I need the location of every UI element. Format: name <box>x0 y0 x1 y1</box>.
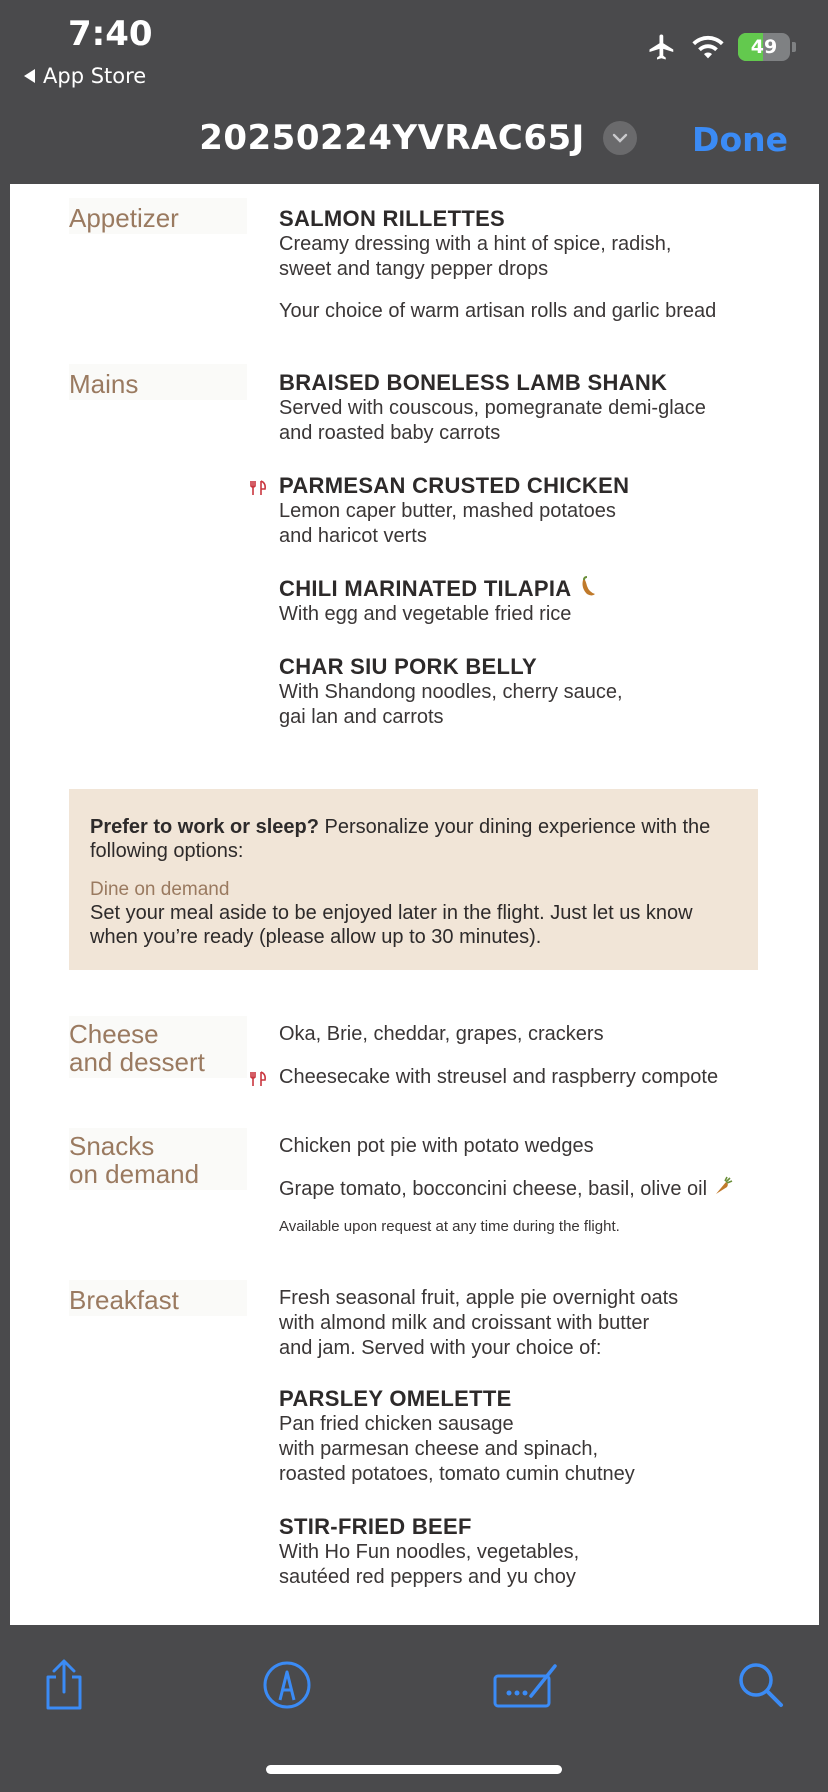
label-line: Cheese <box>69 1019 159 1049</box>
share-button[interactable] <box>34 1655 94 1715</box>
cutlery-icon <box>250 1071 268 1087</box>
menu-item-grape-tomato <box>279 1176 799 1202</box>
signature-button[interactable] <box>491 1655 561 1715</box>
menu-item-parsley-omelette <box>279 1386 779 1487</box>
cutlery-icon <box>250 480 268 496</box>
back-label: App Store <box>43 64 147 88</box>
item-desc-line: Your choice of warm artisan rolls and garlic bread <box>279 300 717 322</box>
chili-pepper-icon <box>577 576 597 598</box>
callout-subhead: Dine on demand <box>90 879 230 900</box>
section-label-breakfast: Breakfast <box>69 1285 179 1315</box>
item-note: Available upon request at any time during the flight. <box>279 1218 620 1235</box>
item-desc-line: sweet and tangy pepper drops <box>279 258 549 280</box>
item-desc-line: Fresh seasonal fruit, apple pie overnight oats <box>279 1287 679 1309</box>
menu-item-salmon-rillettes <box>279 206 779 282</box>
item-desc-line: sautéed red peppers and yu choy <box>279 1566 576 1588</box>
dining-options-callout <box>69 789 758 970</box>
label-line: on demand <box>69 1159 200 1189</box>
airplane-icon <box>646 32 678 62</box>
search-icon <box>737 1661 785 1709</box>
battery-level: 49 <box>750 36 778 58</box>
item-desc-line: With Shandong noodles, cherry sauce, <box>279 681 623 703</box>
status-time: 7:40 <box>68 14 153 54</box>
menu-item-parmesan-chicken <box>279 473 779 549</box>
status-bar <box>0 0 828 100</box>
search-button[interactable] <box>731 1655 791 1715</box>
callout-intro-text: Personalize your dining experience with the following options: <box>90 816 711 862</box>
item-title <box>279 576 779 602</box>
menu-item-cheesecake <box>279 1065 779 1090</box>
item-desc-line: with almond milk and croissant with butter <box>279 1312 650 1334</box>
item-desc-line: With egg and vegetable fried rice <box>279 603 572 625</box>
menu-item-pork-belly <box>279 654 779 730</box>
item-title: PARMESAN CRUSTED CHICKEN <box>279 473 630 498</box>
item-desc-line: with parmesan cheese and spinach, <box>279 1438 599 1460</box>
item-desc-line: Lemon caper butter, mashed potatoes <box>279 500 616 522</box>
battery-cap <box>792 42 796 52</box>
carrot-icon <box>713 1176 733 1196</box>
section-label-mains: Mains <box>69 369 139 399</box>
done-button[interactable]: Done <box>692 120 788 159</box>
label-line: Snacks <box>69 1131 155 1161</box>
document-nav-bar <box>0 100 828 184</box>
item-desc-line: Served with couscous, pomegranate demi-glace <box>279 397 706 419</box>
markup-icon <box>262 1660 312 1710</box>
item-desc-line: With Ho Fun noodles, vegetables, <box>279 1541 580 1563</box>
item-desc-line: and jam. Served with your choice of: <box>279 1337 602 1359</box>
markup-button[interactable] <box>257 1655 317 1715</box>
callout-body: Set your meal aside to be enjoyed later in the flight. Just let us know when you’re ready (please allow up to 30 minutes). <box>90 902 693 948</box>
callout-intro <box>90 815 740 863</box>
menu-item-stir-fried-beef <box>279 1514 779 1590</box>
back-arrow-icon <box>24 69 35 83</box>
menu-item-bread <box>279 299 779 324</box>
item-title: STIR-FRIED BEEF <box>279 1514 472 1539</box>
chevron-down-icon <box>612 133 628 143</box>
back-to-app-store-link[interactable] <box>24 64 146 88</box>
label-line: and dessert <box>69 1047 205 1077</box>
menu-item-cheese-plate <box>279 1022 779 1047</box>
callout-intro-bold: Prefer to work or sleep? <box>90 816 319 838</box>
item-title: SALMON RILLETTES <box>279 206 506 231</box>
menu-item-lamb-shank <box>279 370 779 446</box>
item-desc-line: and roasted baby carrots <box>279 422 501 444</box>
menu-document-page[interactable] <box>10 184 819 1625</box>
item-desc-line: gai lan and carrots <box>279 706 444 728</box>
item-title: BRAISED BONELESS LAMB SHANK <box>279 370 668 395</box>
item-desc-line: Chicken pot pie with potato wedges <box>279 1135 594 1157</box>
breakfast-intro <box>279 1286 779 1361</box>
wifi-icon <box>692 33 724 61</box>
item-desc-line: roasted potatoes, tomato cumin chutney <box>279 1463 635 1485</box>
share-icon <box>42 1659 86 1711</box>
section-label-cheese-dessert <box>69 1020 205 1076</box>
item-desc-text: Grape tomato, bocconcini cheese, basil, olive oil <box>279 1178 708 1200</box>
item-desc-line: Cheesecake with streusel and raspberry compote <box>279 1066 719 1088</box>
item-title-text: CHILI MARINATED TILAPIA <box>279 576 571 601</box>
snacks-availability-note <box>279 1218 779 1235</box>
menu-item-pot-pie <box>279 1134 779 1159</box>
item-title: PARSLEY OMELETTE <box>279 1386 512 1411</box>
item-desc-line: Pan fried chicken sausage <box>279 1413 514 1435</box>
item-title: CHAR SIU PORK BELLY <box>279 654 537 679</box>
section-label-appetizer: Appetizer <box>69 203 179 233</box>
document-title: 20250224YVRAC65J <box>199 118 585 158</box>
battery-indicator <box>738 33 790 61</box>
title-menu-button[interactable] <box>603 121 637 155</box>
item-desc-line <box>279 1176 799 1202</box>
home-indicator[interactable] <box>266 1765 562 1774</box>
item-desc-line: and haricot verts <box>279 525 427 547</box>
item-desc-line: Creamy dressing with a hint of spice, radish, <box>279 233 672 255</box>
menu-item-tilapia <box>279 576 779 627</box>
item-desc-line: Oka, Brie, cheddar, grapes, crackers <box>279 1023 604 1045</box>
signature-icon <box>493 1662 559 1708</box>
status-icons <box>646 32 796 62</box>
section-label-snacks <box>69 1132 199 1188</box>
